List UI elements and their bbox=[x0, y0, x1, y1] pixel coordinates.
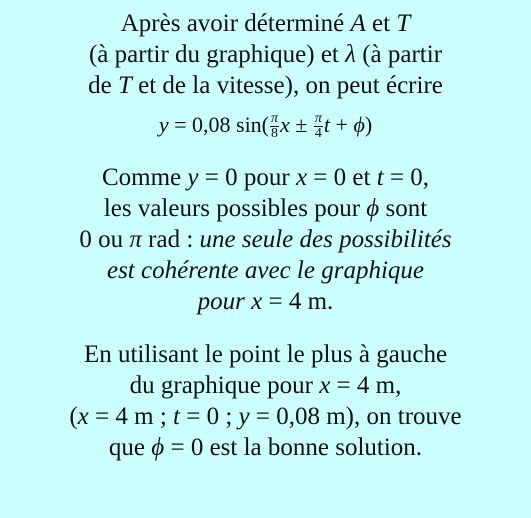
plus-minus-sign: ± bbox=[289, 112, 313, 137]
text-segment: les valeurs possibles pour bbox=[103, 195, 367, 222]
text-segment: et de la vitesse), on peut écrire bbox=[131, 72, 443, 99]
phase-line-1 bbox=[10, 162, 521, 193]
paragraph-intro bbox=[10, 8, 521, 101]
text-segment: (à partir bbox=[355, 41, 443, 68]
text-segment: du graphique pour bbox=[129, 372, 320, 399]
text-segment: rad : bbox=[141, 226, 200, 253]
intro-line-3 bbox=[10, 70, 521, 101]
text-segment: = 4 m ; bbox=[88, 403, 174, 430]
math-var-T: T bbox=[396, 10, 411, 37]
solution-line-3 bbox=[10, 401, 521, 432]
text-segment: = 0,08 m), on trouve bbox=[249, 403, 462, 430]
solution-line-4 bbox=[10, 432, 521, 463]
math-var-t: t bbox=[173, 403, 180, 430]
phase-line-3 bbox=[10, 224, 521, 255]
text-segment: (à partir du graphique) et bbox=[88, 41, 346, 68]
text-segment: que bbox=[108, 434, 152, 461]
math-var-pi: π bbox=[129, 226, 142, 253]
fraction-numerator: π bbox=[271, 111, 279, 127]
wave-equation bbox=[10, 110, 521, 148]
text-segment: = 0 ; bbox=[179, 403, 239, 430]
math-var-t: t bbox=[376, 164, 384, 191]
math-var-x: x bbox=[77, 403, 89, 430]
math-var-x: x bbox=[295, 164, 308, 191]
math-var-y: y bbox=[187, 164, 199, 191]
phase-line-4: est cohérente avec le graphique bbox=[106, 257, 424, 284]
text-segment: Après avoir déterminé bbox=[120, 10, 351, 37]
emphasis-text: pour bbox=[197, 288, 252, 315]
text-segment: = 4 m, bbox=[330, 372, 402, 399]
text-segment: ( bbox=[69, 403, 78, 430]
fraction-pi-over-8 bbox=[270, 112, 279, 141]
fraction-pi-over-4 bbox=[314, 112, 323, 141]
math-var-T: T bbox=[117, 72, 132, 99]
text-segment: = 0, bbox=[383, 164, 430, 191]
math-var-phi: ϕ bbox=[151, 434, 165, 461]
math-var-y: y bbox=[238, 403, 250, 430]
math-var-lambda: λ bbox=[345, 41, 356, 68]
equation-text: = 0,08 sin( bbox=[168, 112, 270, 137]
intro-line-1 bbox=[10, 8, 521, 39]
math-var-phi: ϕ bbox=[353, 112, 365, 137]
fraction-numerator: π bbox=[314, 111, 322, 127]
math-var-y: y bbox=[158, 112, 169, 137]
math-var-A: A bbox=[350, 10, 366, 37]
text-segment: = 4 m. bbox=[262, 288, 334, 315]
math-var-phi: ϕ bbox=[366, 195, 380, 222]
phase-line-2 bbox=[10, 193, 521, 224]
math-var-x: x bbox=[280, 112, 290, 137]
math-var-t: t bbox=[323, 112, 331, 137]
text-segment: de bbox=[88, 72, 118, 99]
text-segment: sont bbox=[379, 195, 428, 222]
plus-sign: + bbox=[330, 112, 354, 137]
intro-line-2 bbox=[10, 39, 521, 70]
fraction-denominator: 8 bbox=[271, 126, 279, 142]
closing-paren: ) bbox=[364, 112, 373, 137]
text-segment: = 0 pour bbox=[198, 164, 296, 191]
math-var-x: x bbox=[251, 288, 263, 315]
text-segment: = 0 et bbox=[307, 164, 377, 191]
paragraph-solution bbox=[10, 339, 521, 463]
math-var-x: x bbox=[319, 372, 331, 399]
solution-line-1: En utilisant le point le plus à gauche bbox=[83, 341, 448, 368]
fraction-denominator: 4 bbox=[314, 126, 322, 142]
text-segment: Comme bbox=[101, 164, 188, 191]
paragraph-phase-options bbox=[10, 162, 521, 317]
text-segment: 0 ou bbox=[79, 226, 130, 253]
text-segment: = 0 est la bonne solution. bbox=[164, 434, 423, 461]
emphasis-text: une seule des possibilités bbox=[199, 226, 452, 253]
text-segment: et bbox=[365, 10, 397, 37]
solution-line-2 bbox=[10, 370, 521, 401]
phase-line-5 bbox=[10, 286, 521, 317]
